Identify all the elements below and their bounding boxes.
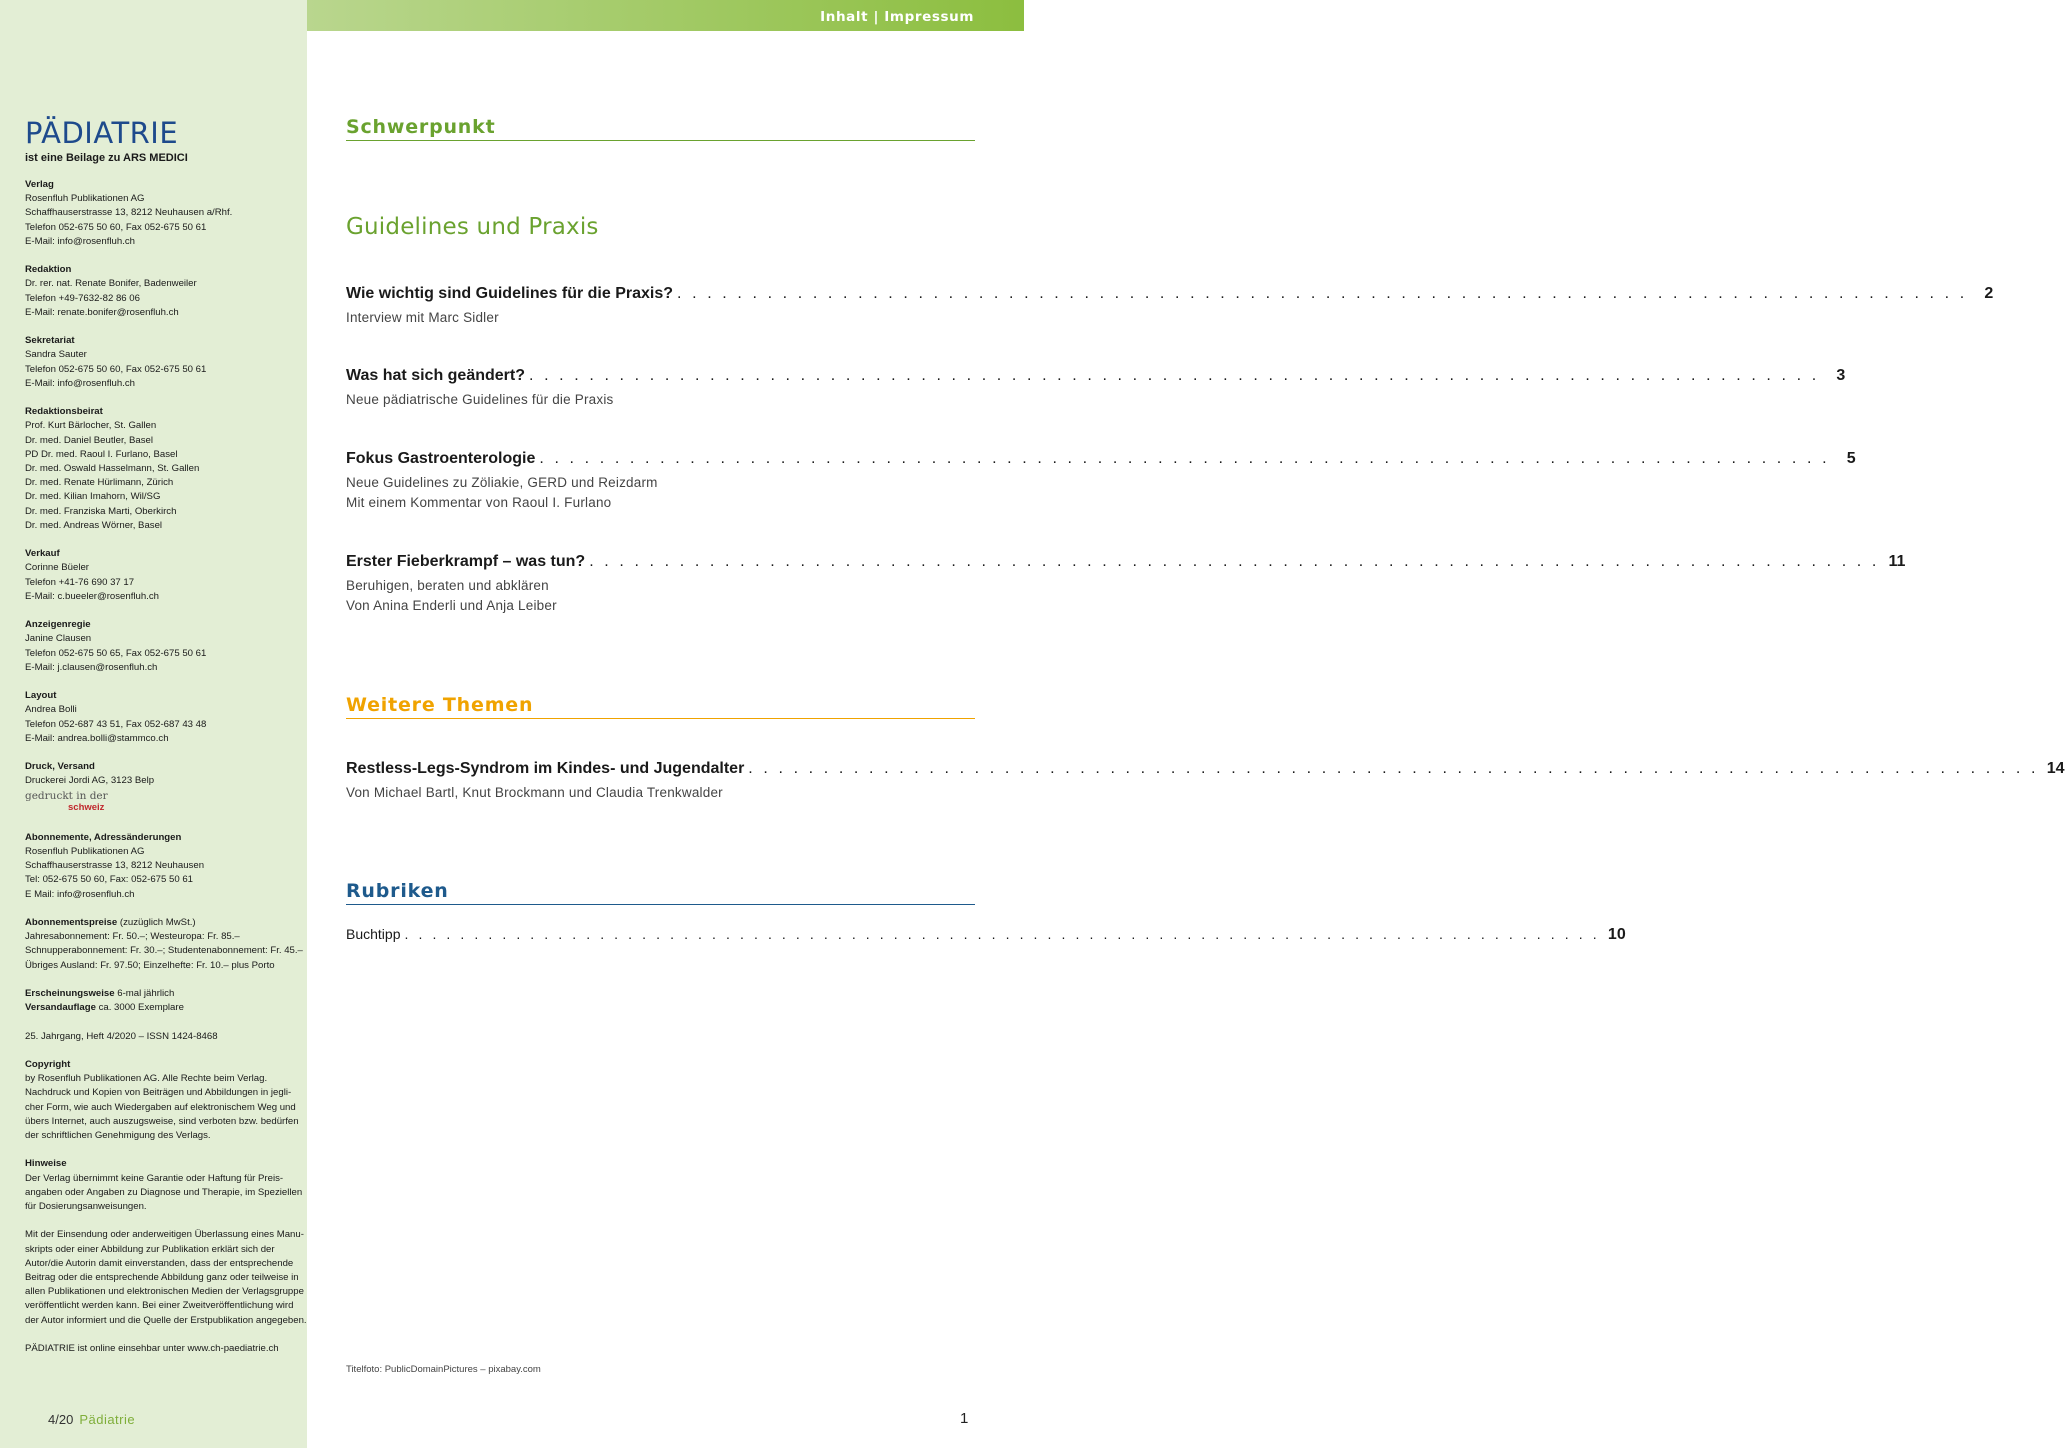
impressum-blocks [25, 178, 310, 746]
impressum-line: Prof. Kurt Bärlocher, St. Gallen [25, 420, 157, 432]
toc-entry-title: Erster Fieberkrampf – was tun? [346, 553, 586, 570]
copyright-block [25, 1058, 310, 1143]
impressum-line: Telefon 052-675 50 65, Fax 052-675 50 61 [25, 647, 207, 659]
toc-entry[interactable] [346, 760, 2065, 803]
druck-block [25, 760, 310, 816]
leader-dots: . . . . . . . . . . . . . . . . . . . . . . . . . . . . . . . . . . . . . . . . . . . . . . . . . . . . . . . . . . . . . . . . . . . . . . . . . . . . . . . . . . . . . . [748, 760, 2039, 777]
preise-block [25, 916, 310, 973]
impressum-block [25, 263, 310, 320]
magazine-subtitle: ist eine Beilage zu ARS MEDICI [25, 152, 188, 164]
copyright-line: cher Form, wie auch Wiedergaben auf elektronischem Weg und [25, 1101, 296, 1113]
einsendung-line: Autor/die Autorin damit einverstanden, dass der entsprechende [25, 1257, 294, 1269]
impressum-content [25, 118, 310, 1370]
impressum-heading: Verlag [25, 179, 54, 190]
toc-entry-subtitle: Von Michael Bartl, Knut Brockmann und Claudia Trenkwalder [346, 785, 723, 800]
impressum-heading: Redaktion [25, 264, 72, 276]
impressum-heading: Redaktionsbeirat [25, 406, 103, 418]
leader-dots: . . . . . . . . . . . . . . . . . . . . . . . . . . . . . . . . . . . . . . . . . . . . . . . . . . . . . . . . . . . . . . . . . . . . . . . . . . . . . . . . . . . . . . [589, 553, 1880, 570]
section-heading-rubriken: Rubriken [346, 880, 975, 905]
toc-entry-subtitle: Neue Guidelines zu Zöliakie, GERD und Reizdarm [346, 475, 658, 490]
section-heading-schwerpunkt: Schwerpunkt [346, 116, 975, 141]
impressum-line: E-Mail: j.clausen@rosenfluh.ch [25, 661, 158, 673]
leader-dots: . . . . . . . . . . . . . . . . . . . . . . . . . . . . . . . . . . . . . . . . . . . . . . . . . . . . . . . . . . . . . . . . . . . . . . . . . . . . . . . . . . . . . . [539, 450, 1830, 467]
toc-entry-title: Buchtipp [346, 926, 401, 942]
einsendung-line: veröffentlicht werden kann. Bei einer Zweitveröffentlichung wird [25, 1300, 294, 1312]
impressum-line: Dr. med. Andreas Wörner, Basel [25, 519, 163, 531]
einsendung-block [25, 1228, 310, 1327]
preise-line: Schnupperabonnement: Fr. 30.–; Studentenabonnement: Fr. 45.– [25, 945, 303, 957]
toc-entry[interactable] [346, 285, 1994, 328]
leader-dots: . . . . . . . . . . . . . . . . . . . . . . . . . . . . . . . . . . . . . . . . . . . . . . . . . . . . . . . . . . . . . . . . . . . . . . . . . . . . . . . . . . . . . . [529, 367, 1820, 384]
erscheinung-value: 6-mal jährlich [114, 988, 175, 1000]
copyright-line: übers Internet, auch auszugsweise, sind verboten bzw. bedürfen [25, 1115, 299, 1127]
toc-entry-title: Wie wichtig sind Guidelines für die Praxis? [346, 285, 674, 302]
impressum-line: Telefon 052-675 50 60, Fax 052-675 50 61 [25, 363, 207, 375]
impressum-line: Dr. med. Kilian Imahorn, Wil/SG [25, 491, 161, 503]
abo-line: E Mail: info@rosenfluh.ch [25, 888, 135, 900]
stamp-line1: gedruckt in der [25, 789, 108, 802]
leader-dots: . . . . . . . . . . . . . . . . . . . . . . . . . . . . . . . . . . . . . . . . . . . . . . . . . . . . . . . . . . . . . . . . . . . . . . . . . . . . . . . . . . . . . . [404, 926, 1600, 942]
preise-note: (zuzüglich MwSt.) [117, 917, 196, 929]
preise-line: Jahresabonnement: Fr. 50.–; Westeuropa: Fr. 85.– [25, 931, 240, 943]
toc-entry-subtitle: Interview mit Marc Sidler [346, 310, 499, 325]
toc-page-number: 10 [1607, 926, 1626, 943]
copyright-line: Nachdruck und Kopien von Beiträgen und Abbildungen in jegli- [25, 1087, 292, 1099]
impressum-line: Dr. rer. nat. Renate Bonifer, Badenweiler [25, 278, 197, 290]
impressum-line: E-Mail: c.bueeler@rosenfluh.ch [25, 590, 159, 602]
hinweis-line: für Dosierungsanweisungen. [25, 1201, 147, 1213]
impressum-block [25, 405, 310, 533]
impressum-block [25, 689, 310, 746]
page-footer-left [48, 1412, 135, 1427]
impressum-line: Telefon 052-675 50 60, Fax 052-675 50 61 [25, 221, 207, 233]
impressum-line: Telefon +41-76 690 37 17 [25, 576, 135, 588]
druck-line: Druckerei Jordi AG, 3123 Belp [25, 775, 155, 787]
toc-entry-title: Fokus Gastroenterologie [346, 450, 536, 467]
cover-photo-credit: Titelfoto: PublicDomainPictures – pixabay.com [346, 1364, 541, 1375]
toc-page-number: 3 [1836, 367, 1846, 384]
impressum-heading: Verkauf [25, 548, 60, 560]
impressum-block [25, 334, 310, 391]
impressum-heading: Sekretariat [25, 335, 75, 347]
druck-heading: Druck, Versand [25, 761, 95, 773]
auflage-value: ca. 3000 Exemplare [95, 1002, 184, 1014]
page-number: 1 [960, 1410, 969, 1427]
toc-entry[interactable] [346, 553, 1906, 616]
hinweis-block [25, 1157, 310, 1214]
toc-page-number: 2 [1984, 285, 1994, 302]
abo-line: Rosenfluh Publikationen AG [25, 846, 145, 858]
abo-line: Tel: 052-675 50 60, Fax: 052-675 50 61 [25, 874, 194, 886]
hinweis-line: angaben oder Angaben zu Diagnose und Therapie, im Speziellen [25, 1186, 303, 1198]
impressum-heading: Anzeigenregie [25, 619, 91, 631]
toc-entry[interactable] [346, 367, 1846, 410]
toc-entry-subtitle: Mit einem Kommentar von Raoul I. Furlano [346, 495, 612, 510]
impressum-line: Schaffhauserstrasse 13, 8212 Neuhausen a/Rhf. [25, 207, 233, 219]
preise-line: Übriges Ausland: Fr. 97.50; Einzelhefte: Fr. 10.– plus Porto [25, 959, 275, 971]
impressum-line: E-Mail: info@rosenfluh.ch [25, 377, 135, 389]
issue-number: 4/20 [48, 1412, 74, 1427]
preise-heading: Abonnementspreise [25, 917, 118, 929]
einsendung-line: Beitrag oder die entsprechende Abbildung ganz oder teilweise in [25, 1272, 299, 1284]
impressum-line: Corinne Büeler [25, 562, 89, 574]
toc-entry-title: Restless-Legs-Syndrom im Kindes- und Jugendalter [346, 760, 745, 777]
toc-entry-title: Was hat sich geändert? [346, 367, 525, 384]
toc-page-number: 14 [2046, 760, 2065, 777]
impressum-line: E-Mail: andrea.bolli@stammco.ch [25, 732, 169, 744]
abo-heading: Abonnemente, Adressänderungen [25, 831, 182, 843]
stamp-line2: schweiz [68, 801, 105, 813]
impressum-line: PD Dr. med. Raoul I. Furlano, Basel [25, 448, 178, 460]
einsendung-line: Mit der Einsendung oder anderweitigen Überlassung eines Manu- [25, 1229, 304, 1241]
online-block [25, 1342, 310, 1356]
hinweis-heading: Hinweise [25, 1158, 67, 1170]
impressum-line: Dr. med. Franziska Marti, Oberkirch [25, 505, 177, 517]
impressum-line: Dr. med. Oswald Hasselmann, St. Gallen [25, 463, 200, 475]
footer-magazine: Pädiatrie [79, 1412, 136, 1427]
magazine-title: PÄDIATRIE [25, 116, 179, 150]
impressum-line: Telefon +49-7632-82 86 06 [25, 292, 140, 304]
impressum-line: Dr. med. Renate Hürlimann, Zürich [25, 477, 174, 489]
copyright-heading: Copyright [25, 1059, 71, 1070]
impressum-line: Janine Clausen [25, 633, 92, 645]
impressum-block [25, 178, 310, 249]
section-header-bar [307, 0, 1024, 31]
impressum-line: Sandra Sauter [25, 349, 87, 361]
jahrgang-line: 25. Jahrgang, Heft 4/2020 – ISSN 1424-8468 [25, 1030, 218, 1042]
toc-page-number: 11 [1888, 553, 1906, 570]
abo-line: Schaffhauserstrasse 13, 8212 Neuhausen [25, 860, 205, 872]
impressum-line: E-Mail: renate.bonifer@rosenfluh.ch [25, 306, 179, 318]
impressum-block [25, 547, 310, 604]
impressum-line: Telefon 052-687 43 51, Fax 052-687 43 48 [25, 718, 207, 730]
copyright-line: by Rosenfluh Publikationen AG. Alle Rechte beim Verlag. [25, 1073, 268, 1085]
hinweis-line: Der Verlag übernimmt keine Garantie oder Haftung für Preis- [25, 1172, 284, 1184]
erscheinung-block [25, 987, 310, 1015]
impressum-sidebar [0, 0, 307, 1448]
erscheinung-label: Erscheinungsweise [25, 988, 115, 1000]
topic-title: Guidelines und Praxis [346, 214, 599, 240]
impressum-block [25, 618, 310, 675]
toc-entry-subtitle: Beruhigen, beraten und abklären [346, 578, 549, 593]
copyright-line: der schriftlichen Genehmigung des Verlags. [25, 1130, 211, 1142]
online-line: PÄDIATRIE ist online einsehbar unter www.ch-paediatrie.ch [25, 1343, 279, 1355]
auflage-label: Versandauflage [25, 1002, 96, 1014]
impressum-line: Andrea Bolli [25, 704, 77, 716]
toc-entry[interactable] [346, 450, 1856, 513]
jahrgang-block [25, 1030, 310, 1044]
einsendung-line: allen Publikationen und elektronischen Medien der Verlagsgruppe [25, 1286, 304, 1298]
abo-block [25, 831, 310, 902]
impressum-line: Rosenfluh Publikationen AG [25, 193, 145, 205]
toc-entry[interactable] [346, 926, 1626, 944]
leader-dots: . . . . . . . . . . . . . . . . . . . . . . . . . . . . . . . . . . . . . . . . . . . . . . . . . . . . . . . . . . . . . . . . . . . . . . . . . . . . . . . . . . . . . . [677, 285, 1968, 302]
impressum-heading: Layout [25, 690, 57, 702]
impressum-line: Dr. med. Daniel Beutler, Basel [25, 434, 153, 446]
toc-entry-subtitle: Von Anina Enderli und Anja Leiber [346, 598, 557, 613]
swiss-print-stamp [25, 789, 145, 817]
impressum-line: E-Mail: info@rosenfluh.ch [25, 235, 135, 247]
section-label: Inhalt | Impressum [820, 9, 974, 25]
einsendung-line: der Autor informiert und die Quelle der Erstpublikation angegeben. [25, 1314, 307, 1326]
toc-page-number: 5 [1846, 450, 1856, 467]
toc-entry-subtitle: Neue pädiatrische Guidelines für die Praxis [346, 392, 614, 407]
section-heading-weitere-themen: Weitere Themen [346, 694, 975, 719]
einsendung-line: skripts oder einer Abbildung zur Publikation erklärt sich der [25, 1243, 275, 1255]
